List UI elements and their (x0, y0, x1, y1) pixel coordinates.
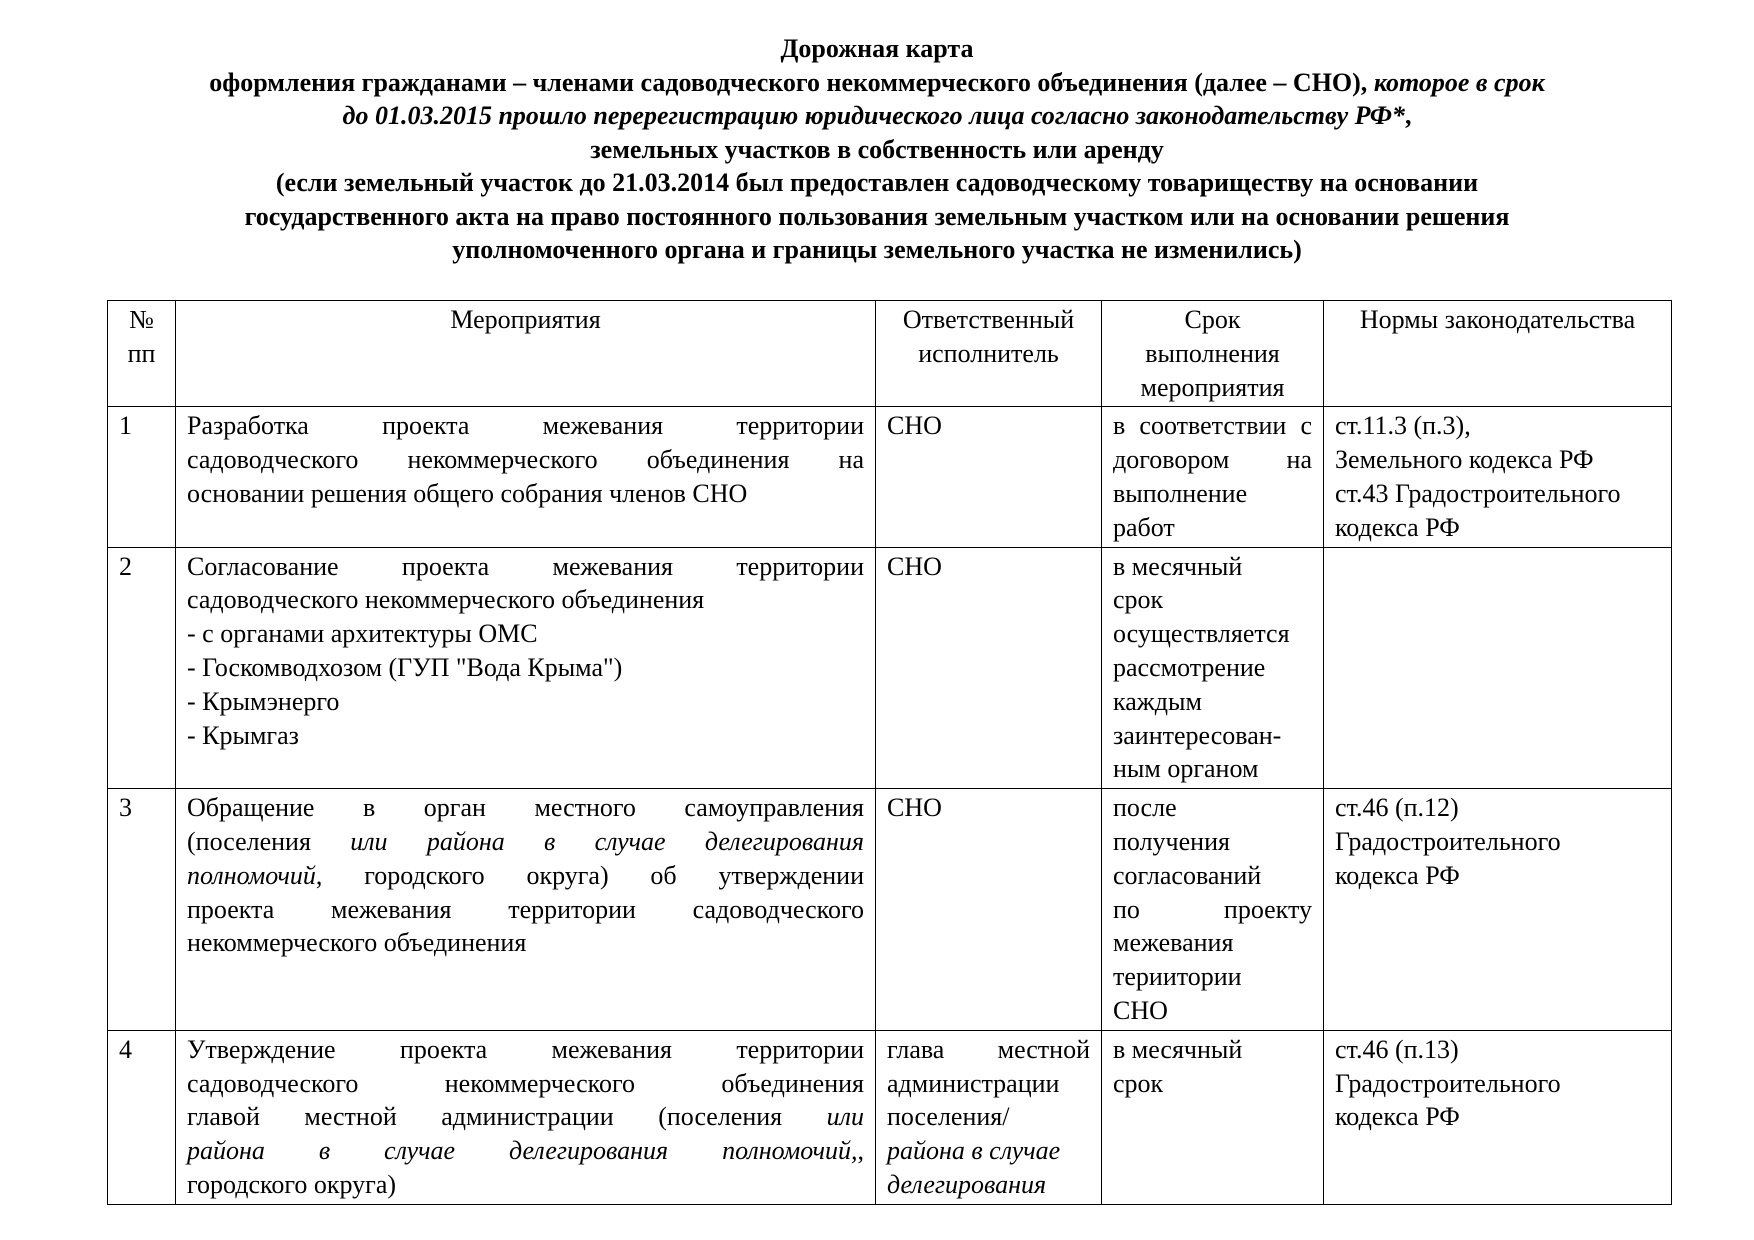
measure-line: - Госкомводхозом (ГУП "Вода Крыма") (187, 652, 623, 682)
title-line-2 (0, 66, 1754, 100)
term-line: срок (1113, 585, 1164, 615)
responsible-line: глава местной (887, 1034, 1090, 1064)
row-measure (176, 407, 876, 547)
measure-line (187, 1134, 864, 1168)
column-header-number (108, 301, 176, 407)
law-line: Земельного кодекса РФ (1335, 445, 1594, 475)
term-line: рассмотрение (1113, 652, 1266, 682)
measure-line: основании решения общего собрания членов СНО (187, 478, 748, 508)
title-line-3 (0, 99, 1754, 133)
term-line: в месячный (1113, 1034, 1243, 1064)
law-line: кодекса РФ (1335, 860, 1460, 890)
row-responsible (876, 1030, 1102, 1204)
table-row (108, 547, 1672, 789)
measure-line (187, 859, 864, 893)
measure-line (187, 1100, 864, 1134)
term-line: териитории (1113, 962, 1242, 992)
row-term: в соответствии с договором на выполнение работ (1102, 407, 1324, 547)
row-law (1324, 407, 1672, 547)
column-header-measures: Мероприятия (176, 301, 876, 407)
measure-line: Обращение в орган местного самоуправления (187, 793, 864, 823)
responsible-line: администрации (887, 1068, 1060, 1098)
row-measure (176, 789, 876, 1031)
title-line-7: уполномоченного органа и границы земельного участка не изменились) (452, 235, 1302, 264)
row-term (1102, 547, 1324, 789)
measure-segment-italic: или (826, 1102, 864, 1132)
row-responsible: СНО (876, 547, 1102, 789)
row-number: 2 (108, 547, 176, 789)
column-header-responsible (876, 301, 1102, 407)
column-header-responsible-line: исполнитель (918, 338, 1059, 368)
law-line: ст.46 (п.13) (1335, 1034, 1459, 1064)
term-line: согласований (1113, 860, 1262, 890)
column-header-law: Нормы законодательства (1324, 301, 1672, 407)
term-line: по проекту (1113, 894, 1312, 924)
column-header-number-line: № (129, 305, 154, 334)
law-line: кодекса РФ (1335, 512, 1460, 542)
term-line: в месячный (1113, 551, 1243, 581)
responsible-line-italic: делегирования (887, 1169, 1047, 1199)
law-line: ст.46 (п.12) (1335, 793, 1459, 823)
table-row (108, 789, 1672, 1031)
measure-segment-italic: полномочий (187, 860, 316, 890)
measure-line: - Крымэнерго (187, 686, 340, 716)
row-law (1324, 1030, 1672, 1204)
column-header-responsible-line: Ответственный (902, 305, 1075, 334)
law-line: ст.11.3 (п.3), (1335, 411, 1471, 441)
title-line-5: (если земельный участок до 21.03.2014 был предоставлен садоводческому товариществу на основании (275, 168, 1479, 197)
table-row (108, 407, 1672, 547)
title-line-3-italic: до 01.03.2015 прошло перерегистрацию юридического лица согласно законодательству РФ* (342, 101, 1405, 130)
measure-line: - с органами архитектуры ОМС (187, 619, 538, 649)
title-line-2-italic: которое в срок (1373, 67, 1545, 97)
title-line-1: Дорожная карта (780, 34, 974, 63)
responsible-line-italic: района в случае (887, 1136, 1061, 1166)
measure-line: городского округа) (187, 1169, 397, 1199)
term-line: межевания (1113, 928, 1234, 958)
row-law (1324, 547, 1672, 789)
column-header-term-line: выполнения (1145, 338, 1280, 368)
title-line-6: государственного акта на право постоянного пользования земельным участком или на основании решения (244, 201, 1510, 231)
row-responsible: СНО (876, 789, 1102, 1031)
row-measure (176, 1030, 876, 1204)
measure-segment: главой местной администрации (поселения (187, 1102, 827, 1132)
measure-segment-italic: или района в случае делегирования (350, 826, 864, 856)
law-line: Градостроительного (1335, 1068, 1561, 1098)
term-line: получения (1113, 826, 1230, 856)
measure-line: - Крымгаз (187, 720, 299, 750)
row-term (1102, 1030, 1324, 1204)
row-number: 1 (108, 407, 176, 547)
term-line: после (1113, 793, 1177, 823)
measure-line: некоммерческого объединения (187, 928, 527, 958)
column-header-number-line: пп (127, 338, 156, 368)
title-line-4: земельных участков в собственность или аренду (590, 134, 1164, 164)
measure-line: Разработка проекта межевания территории (187, 411, 864, 441)
column-header-term-line: мероприятия (1140, 372, 1285, 402)
term-line: каждым (1113, 686, 1202, 716)
document-title-block (0, 32, 1754, 267)
term-line: СНО (1113, 995, 1168, 1025)
table-header-row (108, 301, 1672, 407)
law-line: кодекса РФ (1335, 1102, 1460, 1132)
row-number: 3 (108, 789, 176, 1031)
law-line: Градостроительного (1335, 826, 1561, 856)
row-term (1102, 789, 1324, 1031)
row-measure (176, 547, 876, 789)
measure-line: садоводческого некоммерческого объединения на (187, 445, 864, 475)
responsible-line: поселения/ (887, 1102, 1010, 1132)
measure-segment: (поселения (187, 826, 351, 856)
measure-segment-italic: района в случае делегирования полномочий, (187, 1136, 858, 1166)
roadmap-table (107, 300, 1672, 1205)
term-line: осуществляется (1113, 619, 1290, 649)
term-line: ным органом (1113, 754, 1259, 784)
term-line: срок (1113, 1068, 1164, 1098)
measure-line: Согласование проекта межевания территории (187, 551, 864, 581)
law-line: ст.43 Градостроительного (1335, 478, 1621, 508)
measure-segment: , (857, 1136, 864, 1166)
title-line-3-tail: , (1404, 101, 1412, 130)
row-number: 4 (108, 1030, 176, 1204)
measure-line (187, 825, 864, 859)
row-responsible: СНО (876, 407, 1102, 547)
measure-line: садоводческого некоммерческого объединения (187, 585, 705, 615)
measure-line: Утверждение проекта межевания территории (187, 1034, 864, 1064)
column-header-term (1102, 301, 1324, 407)
row-law (1324, 789, 1672, 1031)
column-header-term-line: Срок (1184, 305, 1241, 334)
measure-line: садоводческого некоммерческого объединения (187, 1068, 864, 1098)
table-row (108, 1030, 1672, 1204)
measure-segment: , городского округа) об утверждении (315, 860, 864, 890)
title-line-2-normal: оформления гражданами – членами садоводческого некоммерческого объединения (далее – СНО), (209, 67, 1374, 97)
term-line: заинтересован- (1113, 720, 1282, 750)
measure-line: проекта межевания территории садоводческого (187, 894, 864, 924)
